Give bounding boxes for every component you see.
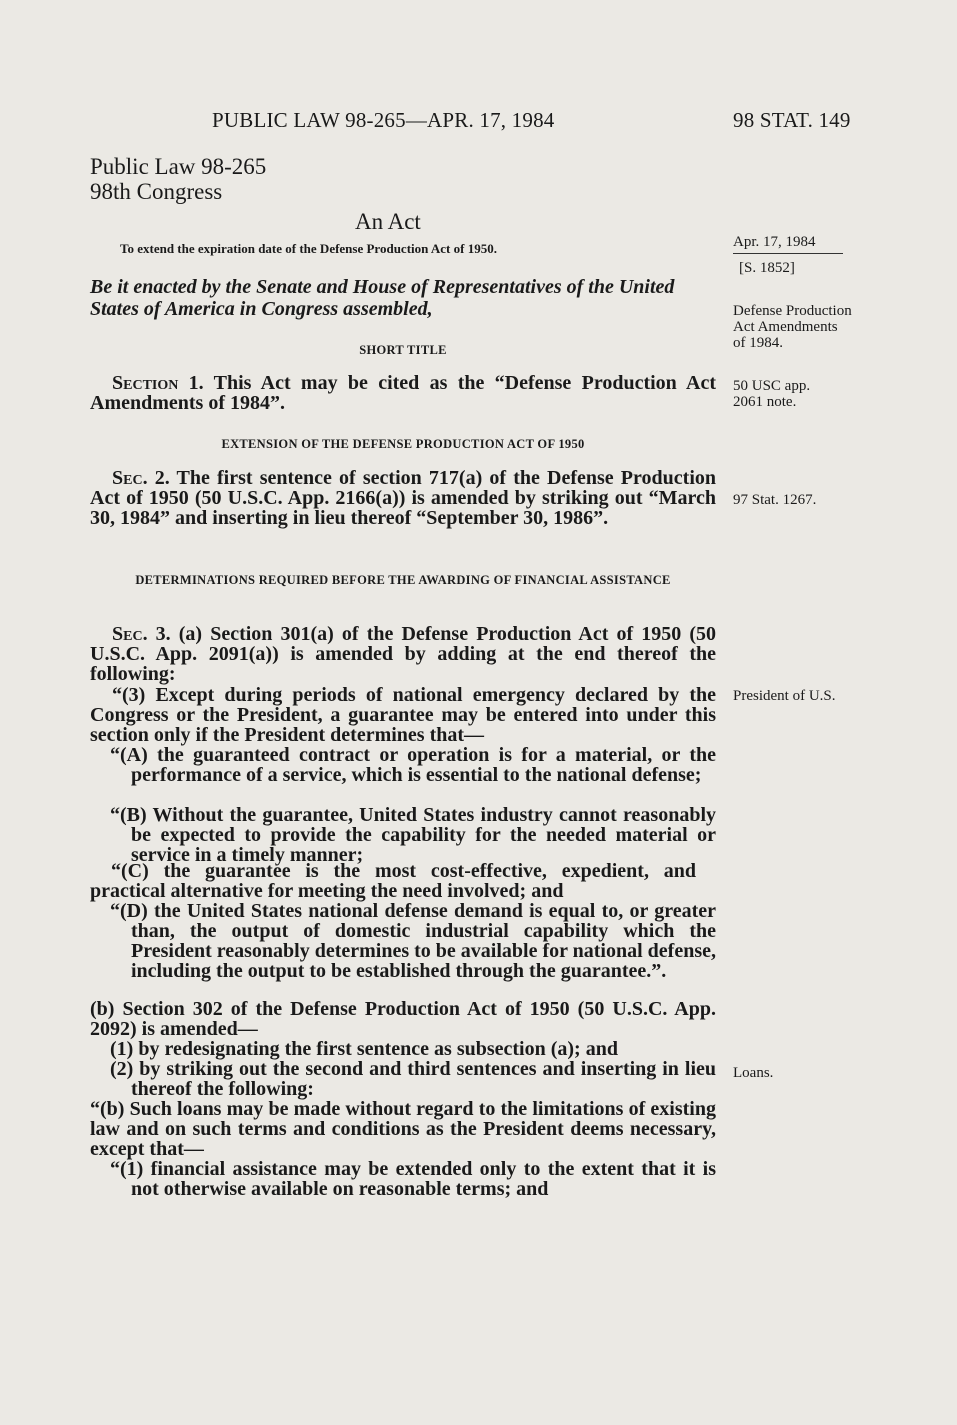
public-law-number: Public Law 98-265 xyxy=(90,154,267,179)
margin-loans-note: Loans. xyxy=(733,1065,774,1081)
amendment-item-1: (1) by redesignating the first sentence as subsection (a); and xyxy=(110,1038,618,1060)
margin-bill-number: [S. 1852] xyxy=(739,260,795,276)
margin-short-title-note: Defense Production Act Amendments of 1984. xyxy=(733,303,852,351)
subsection-b: (b) Section 302 of the Defense Production Act of 1950 (50 U.S.C. App. 2092) is amended— xyxy=(90,998,716,1040)
congress-number: 98th Congress xyxy=(90,179,223,204)
amendment-item-2: (2) by striking out the second and third sentences and inserting in lieu thereof the following: xyxy=(110,1058,716,1100)
section-3-label: Sec. 3. xyxy=(112,623,171,645)
section-2 xyxy=(90,468,716,528)
margin-usc-note: 50 USC app. 2061 note. xyxy=(733,378,811,410)
section-1 xyxy=(90,373,716,413)
margin-president-note: President of U.S. xyxy=(733,688,836,704)
heading-short-title: SHORT TITLE xyxy=(359,343,447,357)
margin-stat-note: 97 Stat. 1267. xyxy=(733,492,817,508)
stat-page-number: 98 STAT. 149 xyxy=(733,108,851,132)
act-purpose: To extend the expiration date of the Defense Production Act of 1950. xyxy=(120,241,497,256)
subparagraph-d: “(D) the United States national defense demand is equal to, or greater than, the output of domestic industrial capability which the President reasonably determines to be available for national defense, including the output to be established through the guarantee.”. xyxy=(110,900,716,982)
enacting-clause: Be it enacted by the Senate and House of Representatives of the United States of America in Congress assembled, xyxy=(90,276,675,320)
section-2-text: The first sentence of section 717(a) of the Defense Production Act of 1950 (50 U.S.C. App. 2166(a)) is amended by striking out “March 30, 1984” and inserting in lieu thereof “September 30, 1986”. xyxy=(90,467,716,529)
margin-date: Apr. 17, 1984 xyxy=(733,234,816,250)
quoted-paragraph-3: “(3) Except during periods of national emergency declared by the Congress or the President, a guarantee may be entered into under this section only if the President determines that— xyxy=(90,684,716,746)
running-head: PUBLIC LAW 98-265—APR. 17, 1984 xyxy=(212,108,555,132)
quoted-item-1: “(1) financial assistance may be extended only to the extent that it is not otherwise available on reasonable terms; and xyxy=(110,1158,716,1200)
subparagraph-b: “(B) Without the guarantee, United States industry cannot reasonably be expected to provide the capability for the needed material or service in a timely manner; xyxy=(110,804,716,866)
section-2-label: Sec. 2. xyxy=(112,467,170,489)
heading-extension: EXTENSION OF THE DEFENSE PRODUCTION ACT OF 1950 xyxy=(221,437,585,451)
act-title: An Act xyxy=(355,209,421,234)
subparagraph-a: “(A) the guaranteed contract or operation is for a material, or the performance of a service, which is essential to the national defense; xyxy=(110,744,716,786)
subparagraph-c: “(C) the guarantee is the most cost-effective, expedient, and practical alternative for meeting the need involved; and xyxy=(90,860,696,902)
section-3 xyxy=(90,624,716,684)
quoted-subsection-b: “(b) Such loans may be made without regard to the limitations of existing law and on such terms and conditions as the President deems necessary, except that— xyxy=(90,1098,716,1160)
section-1-text: This Act may be cited as the “Defense Production Act Amendments of 1984”. xyxy=(90,372,716,414)
section-1-label: Section 1. xyxy=(112,372,204,394)
margin-rule xyxy=(733,253,843,254)
heading-determinations: DETERMINATIONS REQUIRED BEFORE THE AWARDING OF FINANCIAL ASSISTANCE xyxy=(135,573,671,587)
section-3-text: (a) Section 301(a) of the Defense Production Act of 1950 (50 U.S.C. App. 2091(a)) is amended by adding at the end thereof the following: xyxy=(90,623,716,685)
